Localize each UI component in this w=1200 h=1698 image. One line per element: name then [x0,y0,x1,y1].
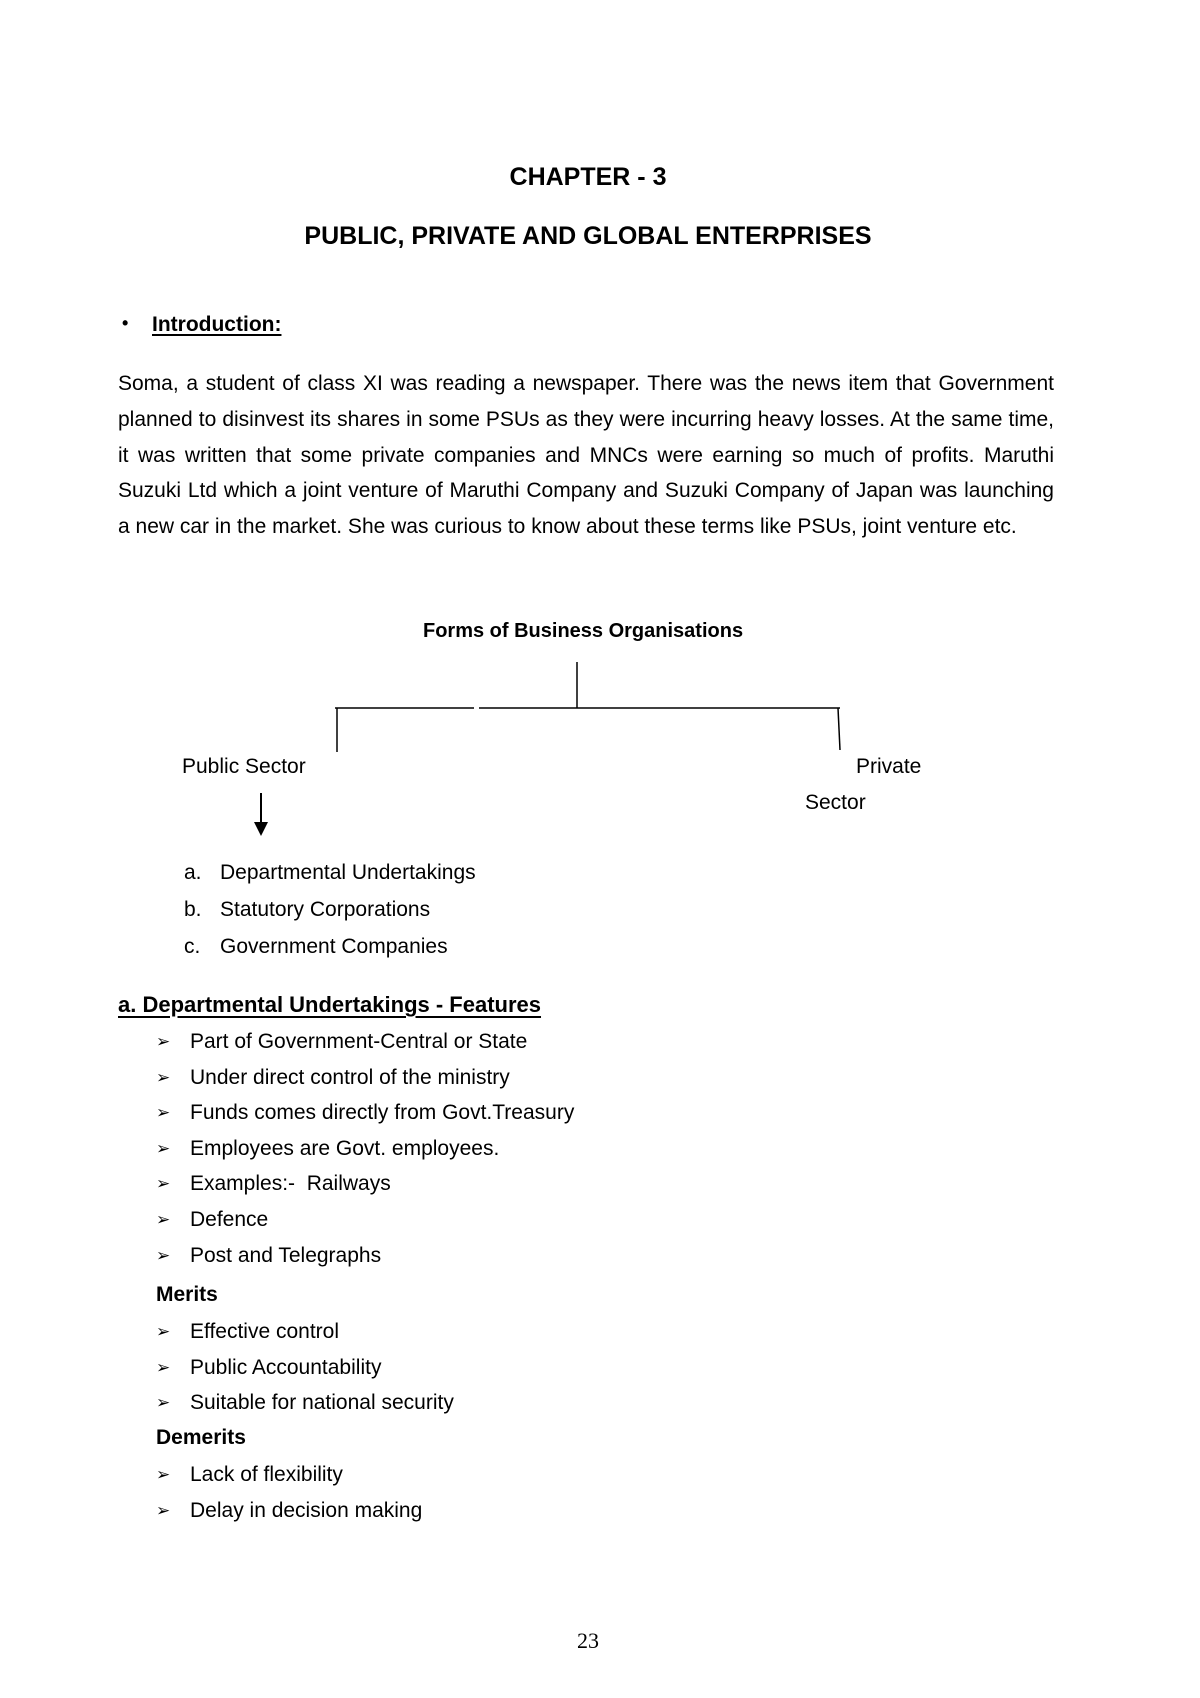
page-number: 23 [577,1628,599,1653]
list-item [184,898,476,935]
arrow-bullet-icon: ➢ [156,1209,171,1229]
list-item [156,1244,574,1280]
list-item-label: Government Companies [220,935,448,958]
list-item [156,1137,574,1173]
list-marker: c. [184,935,201,958]
list-item [156,1320,454,1356]
public-sector-types [184,861,476,972]
arrow-bullet-icon: ➢ [156,1174,171,1194]
features-list [156,1030,574,1279]
list-item-label: Employees are Govt. employees. [190,1136,500,1160]
list-item [156,1101,574,1137]
list-item [156,1499,422,1535]
list-item-label: Suitable for national security [190,1391,454,1415]
list-item-label: Lack of flexibility [190,1463,343,1486]
list-item [184,861,476,898]
arrow-bullet-icon: ➢ [156,1465,171,1484]
arrow-bullet-icon: ➢ [156,1322,171,1341]
list-item-label: Delay in decision making [190,1498,423,1522]
list-item [156,1356,454,1392]
list-item [156,1172,574,1208]
list-item [156,1208,574,1244]
introduction-label: Introduction: [152,313,282,336]
merits-heading: Merits [156,1283,218,1306]
arrow-bullet-icon: ➢ [156,1138,171,1158]
chapter-title: PUBLIC, PRIVATE AND GLOBAL ENTERPRISES [304,222,872,250]
introduction-paragraph: Soma, a student of class XI was reading a newspaper. There was the news item that Government planned to disinvest its shares in some PSUs as they were incurring heavy losses. At the same time, it was written that some private companies and MNCs were earning so much of profits. Maruthi Suzuki Ltd which a joint venture of Maruthi Company and Suzuki Company of Japan was launching a new car in the market. She was curious to know about these terms like PSUs, joint venture etc. [118,372,1054,539]
list-item-label: Part of Government-Central or State [190,1030,528,1053]
list-item-label: Under direct control of the ministry [190,1065,510,1089]
demerits-heading: Demerits [156,1426,246,1449]
arrow-bullet-icon: ➢ [156,1245,171,1265]
section-heading: a. Departmental Undertakings - Features [118,992,542,1017]
arrow-bullet-icon: ➢ [156,1032,171,1051]
arrow-bullet-icon: ➢ [156,1067,171,1087]
public-sector-label: Public Sector [182,755,306,778]
list-item [156,1463,422,1499]
arrow-bullet-icon: ➢ [156,1103,171,1123]
arrow-bullet-icon: ➢ [156,1500,171,1520]
private-sector-label: Private [856,755,922,778]
list-marker: a. [184,861,202,884]
arrow-down-icon [254,822,268,836]
list-item [184,935,476,972]
list-item-label: Funds comes directly from Govt.Treasury [190,1101,575,1125]
list-item-label: Public Accountability [190,1355,382,1379]
list-item-label: Post and Telegraphs [190,1243,382,1267]
merits-list [156,1320,454,1427]
arrow-bullet-icon: ➢ [156,1357,171,1377]
list-item-label: Statutory Corporations [220,898,431,921]
list-item [156,1030,574,1066]
list-marker: b. [184,898,202,921]
chapter-number: CHAPTER - 3 [509,163,667,191]
list-item-label: Effective control [190,1320,340,1343]
arrow-bullet-icon: ➢ [156,1393,171,1413]
list-item-label: Departmental Undertakings [220,861,476,884]
diagram-title: Forms of Business Organisations [423,620,744,642]
private-sector-label-line2: Sector [805,791,866,814]
private-drop-line [838,708,840,750]
list-item [156,1391,454,1427]
list-item-label: Examples:- Railways [190,1172,391,1196]
demerits-list [156,1463,422,1534]
list-item [156,1066,574,1102]
bullet-icon: • [122,313,129,333]
list-item-label: Defence [190,1207,269,1231]
